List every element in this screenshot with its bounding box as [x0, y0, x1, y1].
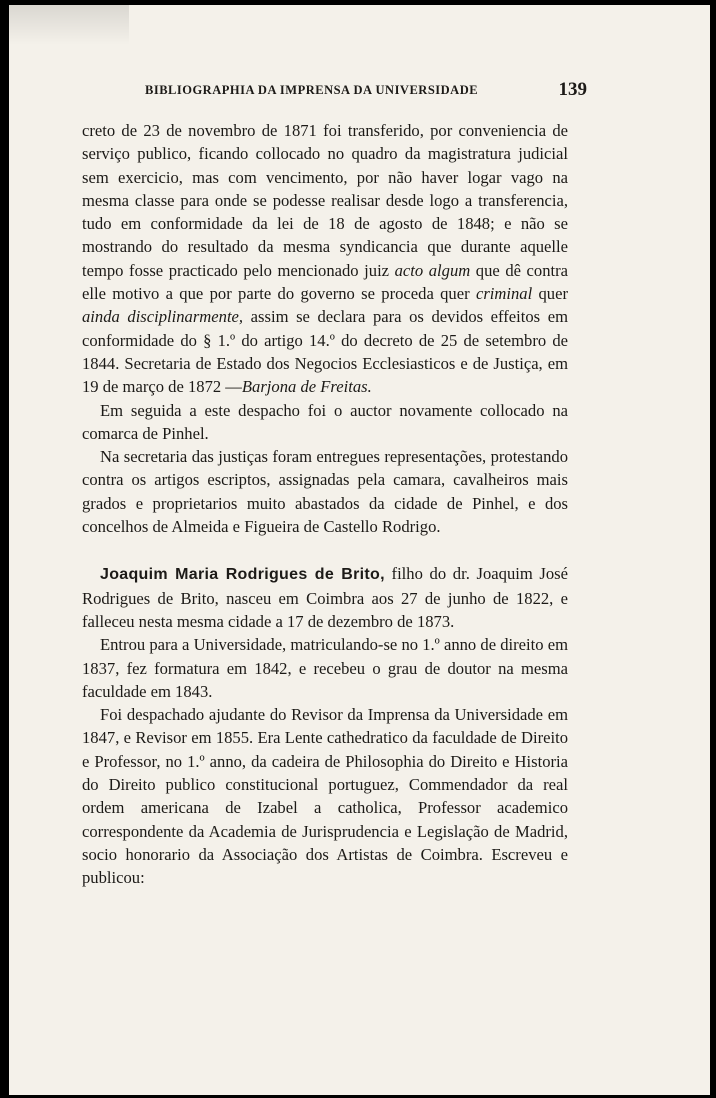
page-number: 139 — [558, 79, 587, 100]
running-head — [145, 79, 587, 105]
paragraph-career: Foi despachado ajudante do Revisor da Imprensa da Universidade em 1847, e Revisor em 1855. Era Lente cathedratico da faculdade de Direito e Professor, no 1.º anno, da cadeira de Philosophia do Direito e Historia do Direito publico constitucional portuguez, Commendador da real ordem americana de Izabel a catholica, Professor academico correspondente da Academia de Jurisprudencia e Legislação de Madrid, socio honorario da Associação dos Artistas de Coimbra. Escreveu e publicou: — [82, 705, 568, 888]
entry-heading-paragraph — [82, 562, 568, 633]
running-head-title: BIBLIOGRAPHIA DA IMPRENSA DA UNIVERSIDADE — [145, 83, 479, 97]
body-text — [82, 119, 568, 890]
paragraph-university: Entrou para a Universidade, matriculando-se no 1.º anno de direito em 1837, fez formatura em 1842, e recebeu o grau de doutor na mesma faculdade em 1843. — [82, 635, 568, 701]
entry-bio: filho do dr. Joaquim José Rodrigues de Brito, nasceu em Coimbra aos 27 de junho de 1822, e falleceu nesta mesma cidade a 17 de dezembro de 1873. — [82, 564, 568, 631]
entry-name: Joaquim Maria Rodrigues de Brito, — [100, 566, 385, 584]
paragraph-pinhel: Em seguida a este despacho foi o auctor novamente collocado na comarca de Pinhel. — [82, 400, 568, 443]
page-fold-shadow — [9, 5, 129, 45]
paragraph-decree: creto de 23 de novembro de 1871 foi transferido, por conveniencia de serviço publico, ficando collocado no quadro da magistratura judicial sem exercicio, mas com vencimento, por não haver logar vago na mesma classe para onde se podesse realisar desde logo a transferencia, tudo em conformidade da lei de 18 de agosto de 1848; e não se mostrando do resultado da mesma syndicancia que durante aquelle tempo fosse practicado pelo mencionado juiz acto algum que dê contra elle motivo a que por parte do governo se proceda quer criminal quer ainda disciplinarmente, assim se declara para os devidos effeitos em conformidade do § 1.º do artigo 14.º do decreto de 25 de setembro de 1844. Secretaria de Estado dos Negocios Ecclesiasticos e de Justiça, em 19 de março de 1872 —Barjona de Freitas. — [82, 121, 569, 397]
paragraph-representations: Na secretaria das justiças foram entregues representações, protestando contra os artigos escriptos, assignadas pela camara, cavalheiros mais grados e proprietarios muito abastados da cidade de Pinhel, e dos concelhos de Almeida e Figueira de Castello Rodrigo. — [82, 447, 568, 537]
